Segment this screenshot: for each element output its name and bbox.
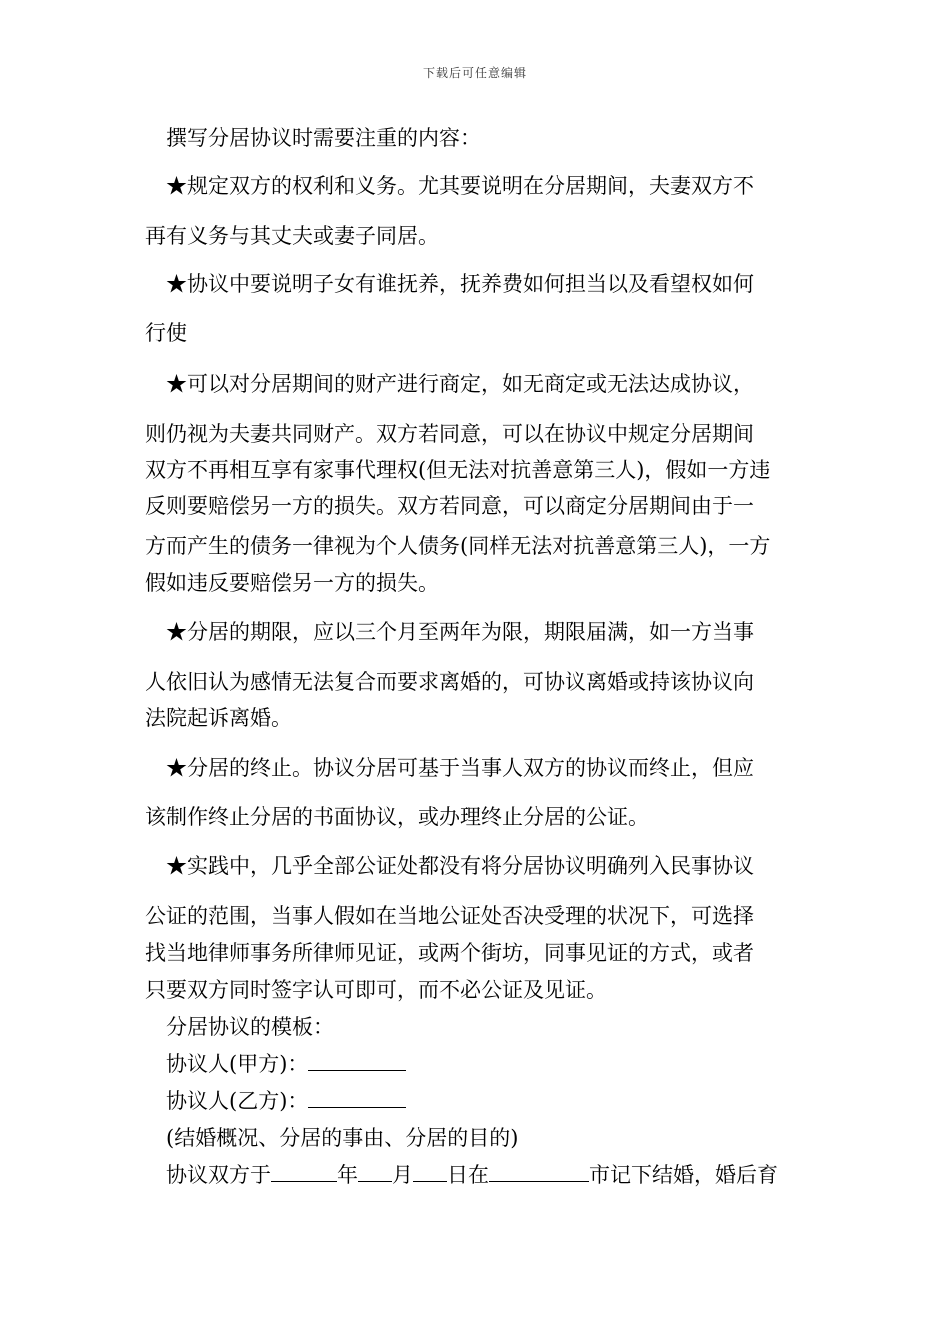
paragraph-line: 人依旧认为感情无法复合而要求离婚的，可协议离婚或持该协议向: [145, 670, 754, 694]
paragraph-line: 公证的范围，当事人假如在当地公证处否决受理的状况下，可选择: [145, 904, 754, 928]
party-b-blank[interactable]: [308, 1087, 406, 1108]
year-blank[interactable]: [271, 1161, 337, 1182]
paragraph-line: ★实践中，几乎全部公证处都没有将分居协议明确列入民事协议: [166, 854, 754, 878]
party-a-blank[interactable]: [308, 1050, 406, 1071]
marriage-line: [166, 1161, 810, 1189]
paragraph-line: 则仍视为夫妻共同财产。双方若同意，可以在协议中规定分居期间: [145, 422, 754, 446]
party-a-label: 协议人(甲方)：: [166, 1052, 309, 1076]
paragraph-line: 假如违反要赔偿另一方的损失。: [145, 571, 439, 595]
section-heading: 撰写分居协议时需要注重的内容：: [166, 126, 481, 150]
paragraph-line: 双方不再相互享有家事代理权(但无法对抗善意第三人)，假如一方违: [145, 458, 771, 482]
paragraph-line: 方而产生的债务一律视为个人债务(同样无法对抗善意第三人)，一方: [145, 534, 771, 558]
month-blank[interactable]: [358, 1161, 392, 1182]
paragraph-line: 该制作终止分居的书面协议，或办理终止分居的公证。: [145, 805, 649, 829]
day-blank[interactable]: [413, 1161, 447, 1182]
paragraph-line: 法院起诉离婚。: [145, 706, 292, 730]
paragraph-line: 找当地律师事务所律师见证，或两个街坊，同事见证的方式，或者: [145, 941, 754, 965]
party-b-label: 协议人(乙方)：: [166, 1089, 309, 1113]
paragraph-line: 只要双方同时签字认可即可，而不必公证及见证。: [145, 978, 607, 1002]
marriage-month-label: 月: [392, 1163, 413, 1187]
template-heading: 分居协议的模板：: [166, 1015, 334, 1039]
marriage-suffix: 市记下结婚，婚后育: [589, 1163, 778, 1187]
paragraph-line: ★分居的期限，应以三个月至两年为限，期限届满，如一方当事: [166, 620, 754, 644]
paragraph-line: 再有义务与其丈夫或妻子同居。: [145, 224, 439, 248]
party-a-line: [166, 1050, 810, 1078]
paragraph-line: ★可以对分居期间的财产进行商定，如无商定或无法达成协议，: [166, 372, 754, 396]
marriage-day-label: 日在: [447, 1163, 489, 1187]
party-b-line: [166, 1087, 810, 1115]
paragraph-line: 反则要赔偿另一方的损失。双方若同意，可以商定分居期间由于一: [145, 494, 754, 518]
paragraph-line: ★协议中要说明子女有谁抚养，抚养费如何担当以及看望权如何: [166, 272, 754, 296]
marriage-year-label: 年: [337, 1163, 358, 1187]
paragraph-line: ★规定双方的权利和义务。尤其要说明在分居期间，夫妻双方不: [166, 174, 754, 198]
paragraph-line: 行使: [145, 321, 187, 345]
page-header: 下载后可任意编辑: [422, 66, 527, 80]
city-blank[interactable]: [489, 1161, 589, 1182]
marriage-prefix: 协议双方于: [166, 1163, 271, 1187]
paragraph-line: ★分居的终止。协议分居可基于当事人双方的协议而终止，但应: [166, 756, 754, 780]
template-note: (结婚概况、分居的事由、分居的目的): [166, 1126, 519, 1150]
